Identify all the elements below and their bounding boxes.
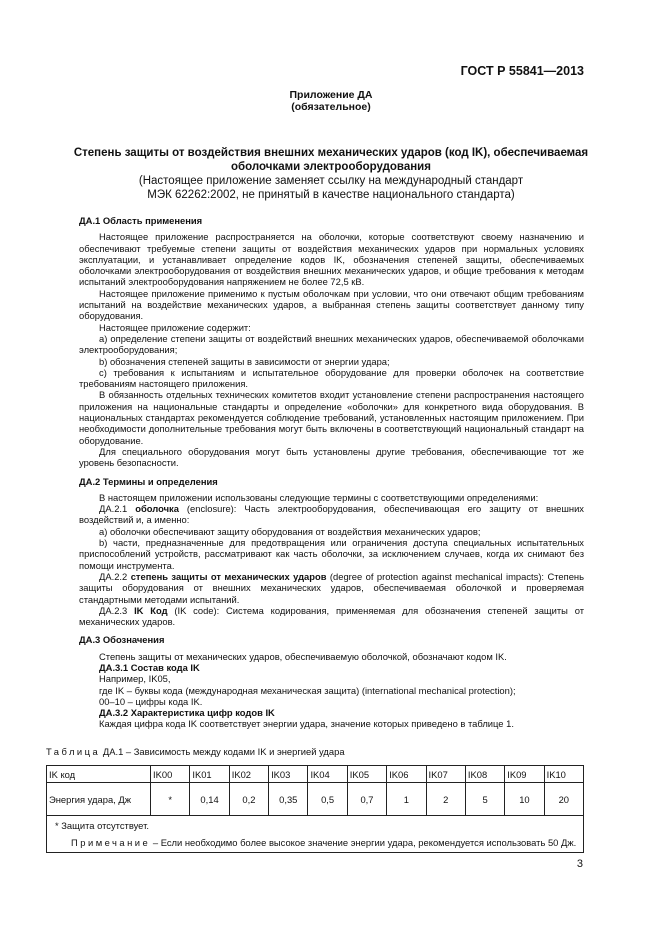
definition: (IK code): Система кодирования, применяемая для обозначения степеней защиты от механических ударов.	[79, 604, 585, 628]
term-definition	[79, 571, 584, 605]
list-item: b) обозначения степеней защиты в зависимости от энергии удара;	[99, 355, 390, 367]
paragraph: Для специального оборудования могут быть установлены другие требования, обеспечивающие тот же уровень безопасности.	[79, 445, 584, 469]
definition: (degree of protection against mechanical impacts): Степень защиты оборудования от внешних механических ударов, обеспечиваемая оболочкой и проверяемая стандартными методами испытаний.	[79, 570, 584, 605]
list-item: с) требования к испытаниям и испытательное оборудование для проверки оболочек на соответствие требованиям настоящего приложения.	[79, 366, 584, 390]
paragraph: Настоящее приложение применимо к пустым оболочкам при условии, что они отвечают общим требованиям испытаний на воздействие механических ударов, а выбранная степень защиты соответствует данному типу оборудования.	[79, 287, 584, 322]
section-1-heading: ДА.1 Область применения	[79, 215, 203, 226]
document-title	[60, 146, 602, 202]
section-3-heading: ДА.3 Обозначения	[79, 634, 165, 646]
table-cell: *	[151, 783, 190, 816]
table-caption-text: ДА.1 – Зависимость между кодами IK и энергией удара	[102, 746, 345, 757]
definition: (enclosure): Часть электрооборудования, обеспечивающая его защиту от внешних воздействий и, а именно:	[79, 503, 584, 526]
subsection-heading: ДА.3.2 Характеристика цифр кодов IK	[99, 707, 275, 719]
table-cell: IK06	[387, 766, 426, 783]
annex-title: Приложение ДА	[289, 89, 373, 101]
table-cell: 20	[544, 783, 583, 816]
table-cell: 0,14	[190, 783, 229, 816]
paragraph: В настоящем приложении использованы следующие термины с соответствующими определениями:	[99, 491, 539, 503]
paragraph: Настоящее приложение распространяется на оболочки, которые соответствуют своему назначению и обеспечивают требуемые степени защиты от воздействия механических ударов при нормальных условиях эксплуатации, и устанавливает определение кодов IK, обозначения степеней защиты, обеспечиваемых оболочками электрооборудования от воздействия внешних механических ударов, и общие требования к методам испытаний электрооборудования напряжением не более 72,5 кВ.	[79, 231, 584, 288]
standard-number: ГОСТ Р 55841—2013	[460, 64, 584, 78]
table-caption	[46, 746, 345, 757]
table-cell: 10	[505, 783, 544, 816]
title-line-1: Степень защиты от воздействия внешних механических ударов (код IK), обеспечиваемая	[73, 147, 589, 159]
table-cell: IK03	[269, 766, 308, 783]
paragraph: 00–10 – цифры кода IK.	[99, 695, 203, 707]
table-cell: IK10	[544, 766, 583, 783]
table-cell: IK00	[151, 766, 190, 783]
table-note	[55, 837, 579, 848]
table-cell: 0,7	[347, 783, 386, 816]
list-item: b) части, предназначенные для предотвращения или ограничения доступа специальных испытательных приспособлений устройств, рассматривают как часть оболочки, за исключением случаев, когда их снимают без помощи инструмента.	[79, 537, 584, 571]
table-cell: IK01	[190, 766, 229, 783]
title-line-3: (Настоящее приложение заменяет ссылку на международный стандарт	[138, 175, 524, 187]
title-line-2: оболочками электрооборудования	[231, 161, 431, 173]
annex-status: (обязательное)	[291, 101, 371, 113]
term: оболочка	[135, 503, 179, 515]
row-label: IK код	[47, 766, 151, 783]
subsection-heading: ДА.3.1 Состав кода IK	[99, 661, 200, 673]
list-item: а) определение степени защиты от воздействий внешних механических ударов, обеспечиваемой оболочками электрооборудования;	[79, 332, 584, 356]
section-2-heading: ДА.2 Термины и определения	[79, 475, 218, 487]
term-definition	[79, 503, 584, 526]
table-footnote: * Защита отсутствует.	[55, 820, 149, 831]
ik-table	[46, 765, 584, 853]
paragraph: Каждая цифра кода IK соответствует энергии удара, значение которых приведено в таблице 1.	[99, 718, 514, 730]
paragraph: где IK – буквы кода (международная механическая защита) (international mechanical protection);	[99, 684, 516, 696]
term-number: ДА.2.3	[99, 604, 128, 616]
table-cell: IK05	[347, 766, 386, 783]
paragraph: Степень защиты от механических ударов, обеспечиваемую оболочкой, обозначают кодом IK.	[99, 650, 507, 662]
table-cell: IK04	[308, 766, 347, 783]
term: степень защиты от механических ударов	[130, 570, 327, 582]
table-cell: 0,35	[269, 783, 308, 816]
row-label: Энергия удара, Дж	[47, 783, 151, 816]
paragraph: Например, IK05,	[99, 673, 171, 685]
table-cell: 5	[465, 783, 504, 816]
table-cell: 0,2	[229, 783, 268, 816]
term-number: ДА.2.1	[99, 503, 128, 515]
title-line-4: МЭК 62262:2002, не принятый в качестве национального стандарта)	[147, 189, 515, 201]
table-cell: 0,5	[308, 783, 347, 816]
table-cell: IK09	[505, 766, 544, 783]
note-text: – Если необходимо более высокое значение энергии удара, рекомендуется использовать 50 Дж.	[152, 837, 577, 848]
section-1	[79, 208, 584, 730]
table-row	[47, 783, 584, 816]
table-row	[47, 816, 584, 853]
note-word: Примечание	[71, 837, 151, 848]
paragraph: В обязанность отдельных технических комитетов входит установление степени распространения настоящего приложения на национальные стандарты и определение «оболочки» для конкретного вида оборудования. В национальных стандартах рекомендуется соблюдение требований, установленных настоящим приложением. При необходимости дополнительные требования могут быть включены в соответствующий национальный стандарт на оборудование.	[79, 389, 584, 446]
table-row	[47, 766, 584, 783]
page-number: 3	[576, 858, 583, 870]
table-notes	[47, 816, 584, 853]
term: IK Код	[134, 604, 168, 616]
table-cell: 1	[387, 783, 426, 816]
list-item: а) оболочки обеспечивают защиту оборудования от воздействия механических ударов;	[99, 525, 481, 537]
table-cell: IK07	[426, 766, 465, 783]
paragraph: Настоящее приложение содержит:	[99, 321, 251, 333]
term-definition	[79, 605, 584, 628]
table-cell: 2	[426, 783, 465, 816]
table-caption-word: Таблица	[46, 746, 101, 757]
table-cell: IK08	[465, 766, 504, 783]
table-cell: IK02	[229, 766, 268, 783]
term-number: ДА.2.2	[99, 570, 128, 582]
